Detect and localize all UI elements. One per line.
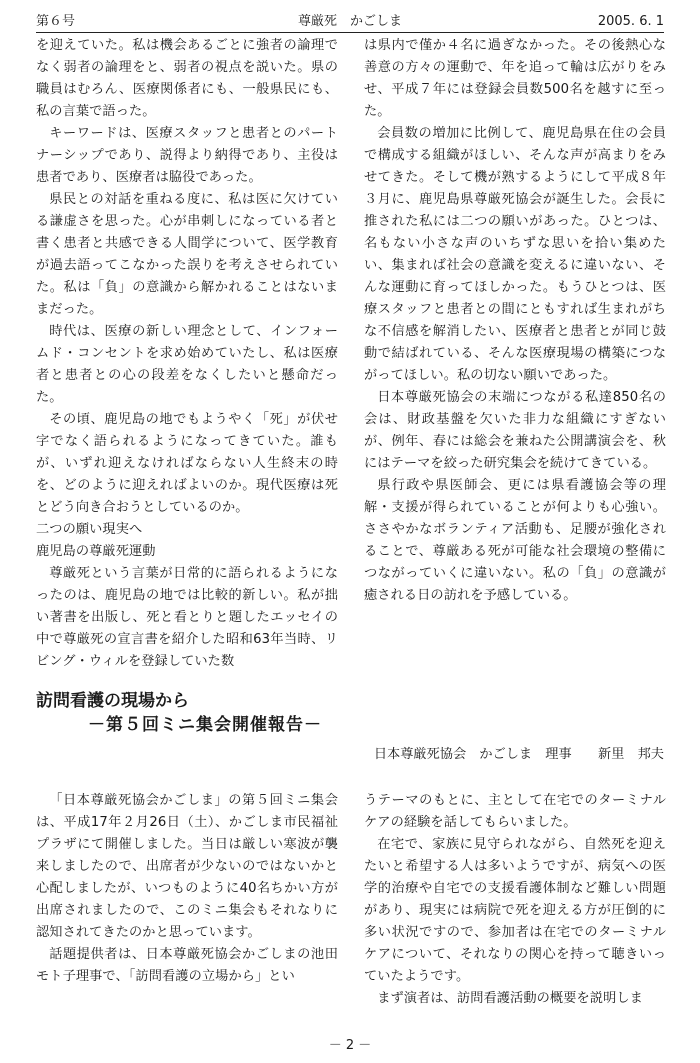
paragraph: まず演者は、訪問看護活動の概要を説明しま (377, 991, 643, 1006)
newsletter-title: 尊厳死 かごしま (297, 14, 402, 29)
article2-column-2 (364, 790, 666, 1010)
article2-byline: 日本尊厳死協会 かごしま 理事 新里 邦夫 (373, 747, 664, 762)
paragraph: 在宅で、家族に見守られながら、自然死を迎えたいと希望する人は多いようですが、病気への医学的治療や自宅での支援看護体制など難しい問題があり、現実には病院で死を迎える方が圧倒的に多い状況ですので、参加者は在宅でのターミナルケアについて、それなりの関心を持って聴きいっていたようです。 (364, 837, 666, 984)
page-number: － 2 － (328, 1038, 372, 1053)
article2-subtitle: －第５回ミニ集会開催報告－ (88, 715, 322, 735)
article1-column-1 (36, 35, 338, 673)
paragraph: 尊厳死という言葉が日常的に語られるようになったのは、鹿児島の地では比較的新しい。私が拙い著書を出版し、死と看とりと題したエッセイの中で尊厳死の宣言書を紹介した昭和63年当時、リビング・ウィルを登録していた数 (36, 566, 338, 669)
section-subtitle: 鹿児島の尊厳死運動 (36, 544, 156, 559)
paragraph: 時代は、医療の新しい理念として、インフォームド・コンセントを求め始めていたし、私は医療者と患者との心の段差をなくしたいと懸命だった。 (36, 324, 338, 405)
paragraph: 県民との対話を重ねる度に、私は医に欠けている謙虚さを思った。心が串刺しになっている者と書く患者と共感できる人間学について、医学教育が過去語ってこなかった誤りを考えさせられていた。私は「負」の意識から解かれることはないままだった。 (36, 192, 338, 317)
paragraph: キーワードは、医療スタッフと患者とのパートナーシップであり、説得より納得であり、主役は患者であり、医療者は脇役であった。 (36, 126, 338, 185)
paragraph: 県行政や県医師会、更には県看護協会等の理解・支援が得られていることが何よりも心強い。ささやかなボランティア活動も、足腰が強化されることで、尊厳ある死が可能な社会環境の整備につながっていくに違いない。私の「負」の意識が癒される日の訪れを予感している。 (364, 478, 666, 603)
article2-title: 訪問看護の現場から (36, 691, 189, 711)
paragraph: うテーマのもとに、主として在宅でのターミナルケアの経験を話してもらいました。 (364, 793, 666, 830)
paragraph: 話題提供者は、日本尊厳死協会かごしまの池田モト子理事で、「訪問看護の立場から」とい (36, 947, 338, 984)
article1-column-2 (364, 35, 666, 607)
paragraph: その頃、鹿児島の地でもようやく「死」が伏せ字でなく語られるようになってきていた。誰もが、いずれ迎えなければならない人生終末の時を、どのように迎えればよいのか。現代医療は死とどう向き合おうとしているのか。 (36, 412, 338, 515)
paragraph: 会員数の増加に比例して、鹿児島県在住の会員で構成する組織がほしい、そんな声が高まりをみせてきた。そして機が熟するようにして平成８年３月に、鹿児島県尊厳死協会が誕生した。会長に推された私には二つの願いがあった。ひとつは、名もない小さな声のいちずな思いを拾い集めたい、集まれば社会の意識を変えるに違いない、そんな運動に育ってほしかった。もうひとつは、医療スタッフと患者との間にともすれば生まれがちな不信感を解消したい、医療者と患者とが同じ鼓動で結ばれている、そんな医療現場の構築につながってほしい。私の切ない願いであった。 (364, 126, 666, 383)
section-title: 二つの願い現実へ (36, 522, 143, 537)
issue-date: 2005. 6. 1 (597, 14, 664, 29)
article2-column-1 (36, 790, 338, 988)
paragraph: を迎えていた。私は機会あるごとに強者の論理でなく弱者の論理をと、弱者の視点を説いた。県の職員はむろん、医療関係者にも、一般県民にも、私の言葉で語った。 (36, 38, 338, 119)
paragraph: 日本尊厳死協会の末端につながる私達850名の会は、財政基盤を欠いた非力な組織にすぎないが、例年、春には総会を兼ねた公開講演会を、秋にはテーマを絞った研究集会を続けてきている。 (364, 390, 666, 471)
paragraph: は県内で僅か４名に過ぎなかった。その後熱心な善意の方々の運動で、年を追って輪は広がりをみせ、平成７年には登録会員数500名を越すに至った。 (364, 38, 666, 119)
paragraph: 「日本尊厳死協会かごしま」の第５回ミニ集会は、平成17年２月26日（土）、かごしま市民福祉プラザにて開催しました。当日は厳しい寒波が襲来しましたので、出席者が少ないのではないかと心配しましたが、いつものように40名ちかい方が出席されましたので、このミニ集会もそれなりに認知されてきたのかと思っています。 (36, 793, 338, 940)
page-header (36, 12, 664, 33)
issue-number: 第６号 (36, 14, 76, 29)
